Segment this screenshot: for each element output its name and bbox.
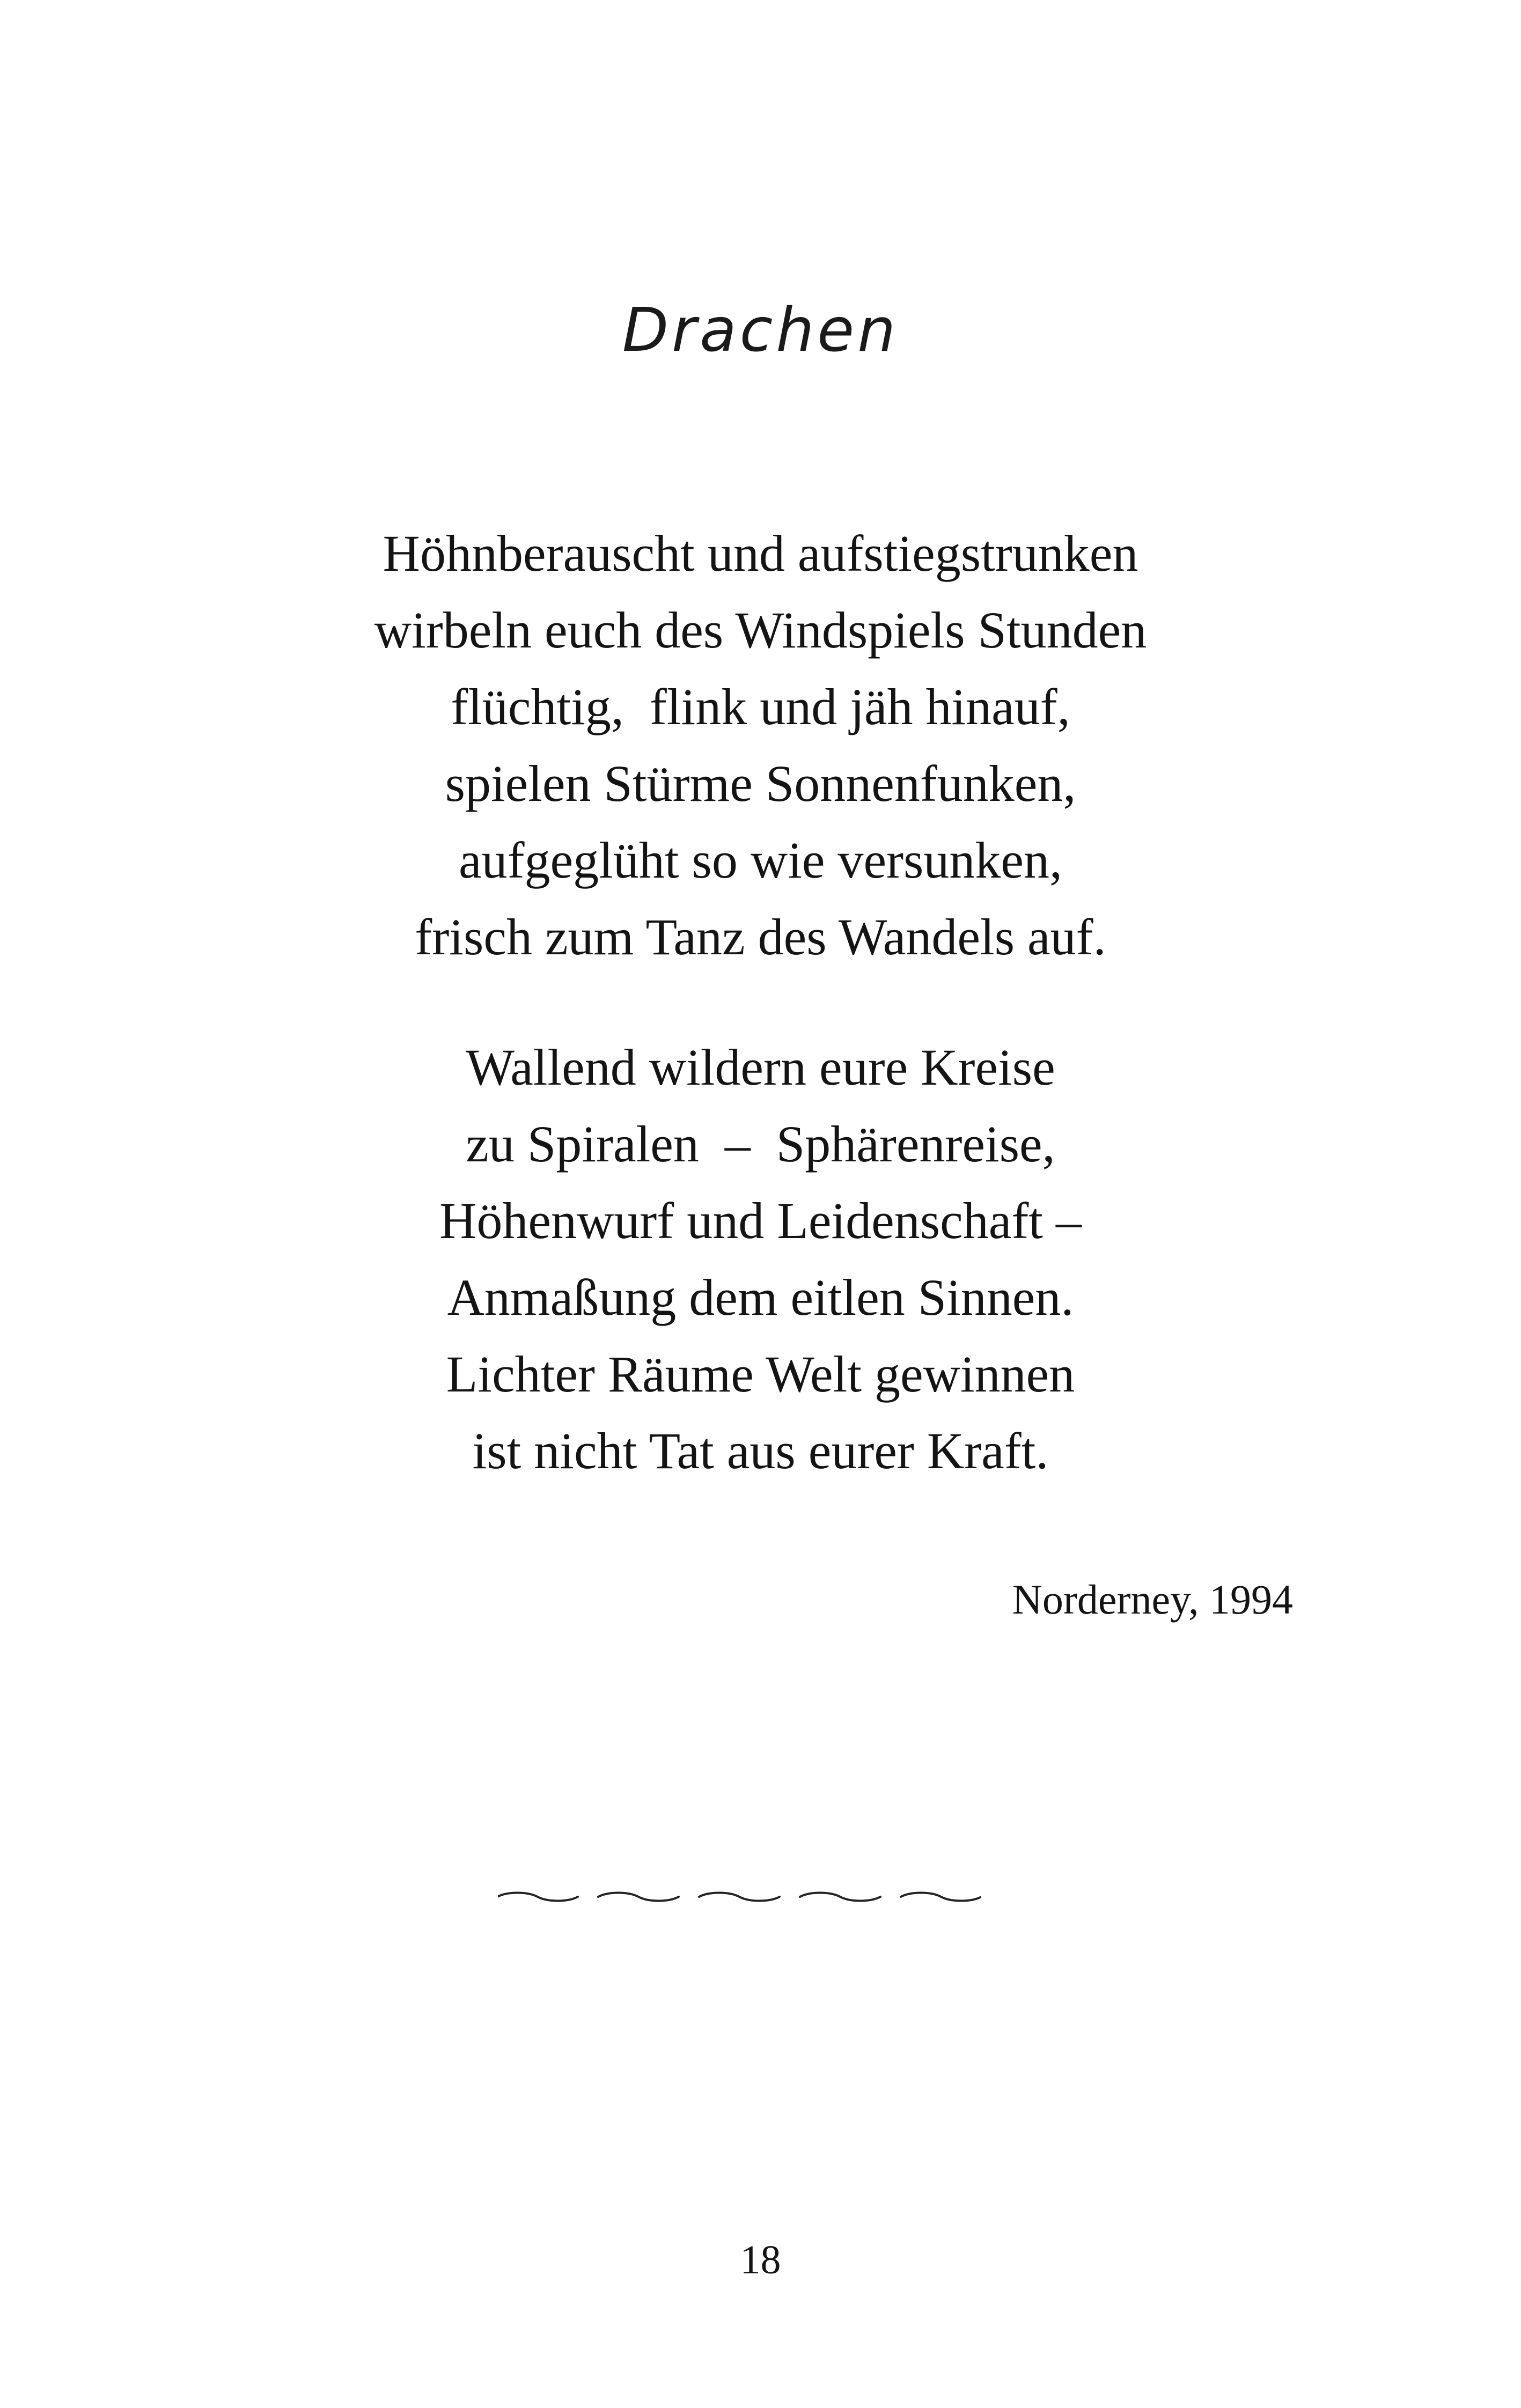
poem-line: ist nicht Tat aus eurer Kraft.	[472, 1422, 1049, 1479]
stanza-2	[0, 1029, 1521, 1489]
wave-divider-icon	[498, 1886, 981, 1908]
poem-line: Höhnberauscht und aufstiegstrunken	[383, 525, 1138, 582]
poem-line: Anmaßung dem eitlen Sinnen.	[447, 1269, 1074, 1326]
stanza-1	[0, 515, 1521, 975]
poem-line: zu Spiralen – Sphärenreise,	[466, 1115, 1055, 1173]
poem-title: Drachen	[622, 296, 899, 365]
poem-line: flüchtig, flink und jäh hinauf,	[451, 678, 1070, 735]
poem-line: spielen Stürme Sonnenfunken,	[445, 755, 1076, 812]
wave-segment	[498, 1893, 578, 1901]
poem-line: Wallend wildern eure Kreise	[466, 1039, 1055, 1096]
wave-segment	[699, 1893, 780, 1901]
poem-line: aufgeglüht so wie versunken,	[458, 831, 1063, 889]
page-number: 18	[740, 2237, 781, 2282]
poem-line: frisch zum Tanz des Wandels auf.	[415, 908, 1106, 966]
wave-segment	[901, 1893, 981, 1901]
wave-segment	[598, 1893, 679, 1901]
wave-segment	[800, 1893, 880, 1901]
poem-line: Lichter Räume Welt gewinnen	[446, 1345, 1075, 1403]
poem-signature: Norderney, 1994	[1012, 1576, 1293, 1623]
poem-line: wirbeln euch des Windspiels Stunden	[374, 601, 1147, 659]
poem-line: Höhenwurf und Leidenschaft –	[439, 1192, 1082, 1249]
